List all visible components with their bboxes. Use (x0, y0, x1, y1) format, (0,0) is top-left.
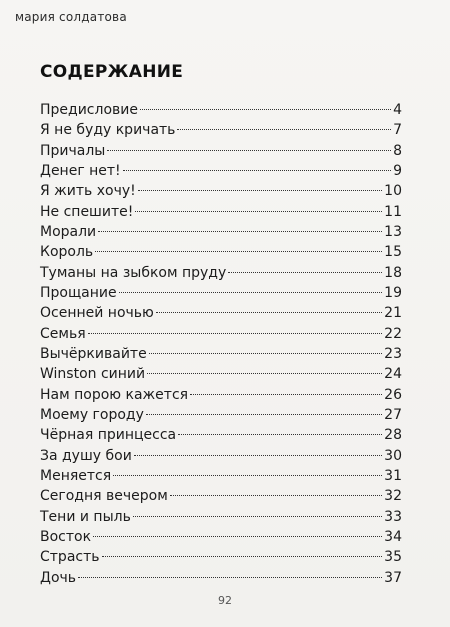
toc-entry (40, 486, 402, 506)
dot-leader (178, 434, 382, 435)
toc-entry (40, 466, 402, 486)
toc-entry-title: Сегодня вечером (40, 488, 168, 505)
toc-entry-page: 8 (393, 142, 402, 159)
toc-entry-page: 4 (393, 102, 402, 118)
toc-entry-title: Чёрная принцесса (40, 427, 177, 444)
toc-entry-page: 26 (384, 386, 402, 403)
toc-entry (40, 568, 402, 588)
toc-entry-title: Тени и пыль (40, 508, 131, 525)
dot-leader (78, 577, 382, 578)
toc-entry-title: Восток (40, 528, 92, 545)
toc-entry (40, 425, 402, 445)
toc-entry-page: 13 (384, 223, 402, 240)
dot-leader (138, 190, 382, 191)
toc-entry (40, 141, 402, 161)
toc-entry-page: 22 (384, 325, 402, 342)
toc-entry-title: Не спешите! (40, 203, 134, 220)
toc-entry-page: 10 (384, 183, 402, 200)
toc-entry (40, 507, 402, 527)
toc-entry-title: Денег нет! (40, 162, 121, 179)
toc-entry (40, 242, 402, 262)
toc-entry-page: 11 (384, 203, 402, 220)
toc-entry (40, 324, 402, 344)
toc-entry-page: 35 (384, 549, 402, 566)
dot-leader (95, 251, 382, 252)
toc-list (40, 100, 402, 588)
dot-leader (98, 231, 382, 232)
toc-entry (40, 405, 402, 425)
toc-entry-page: 7 (393, 122, 402, 139)
toc-entry-title: За душу бои (40, 447, 132, 464)
dot-leader (177, 129, 391, 130)
toc-entry-page: 23 (384, 345, 402, 362)
toc-entry (40, 100, 402, 120)
dot-leader (156, 312, 382, 313)
toc-entry-title: Прощание (40, 284, 117, 301)
dot-leader (123, 170, 391, 171)
dot-leader (147, 373, 382, 374)
toc-entry-page: 9 (393, 162, 402, 179)
toc-title: СОДЕРЖАНИЕ (40, 62, 184, 82)
toc-entry (40, 202, 402, 222)
dot-leader (146, 414, 382, 415)
toc-entry-title: Я жить хочу! (40, 183, 136, 200)
dot-leader (119, 292, 383, 293)
toc-entry (40, 283, 402, 303)
toc-entry-page: 24 (384, 366, 402, 383)
toc-entry (40, 344, 402, 364)
dot-leader (140, 109, 391, 110)
toc-entry (40, 120, 402, 140)
toc-entry (40, 161, 402, 181)
dot-leader (135, 211, 382, 212)
dot-leader (134, 455, 382, 456)
toc-entry-title: Меняется (40, 467, 112, 484)
toc-entry-title: Морали (40, 223, 97, 240)
toc-entry-title: Король (40, 244, 94, 261)
dot-leader (190, 394, 382, 395)
toc-entry-title: Вычёркивайте (40, 345, 147, 362)
dot-leader (113, 475, 382, 476)
toc-entry-title: Семья (40, 325, 86, 342)
toc-entry-page: 18 (384, 264, 402, 281)
toc-entry (40, 527, 402, 547)
dot-leader (102, 556, 383, 557)
dot-leader (88, 333, 383, 334)
toc-entry (40, 364, 402, 384)
dot-leader (107, 150, 391, 151)
toc-entry-page: 30 (384, 447, 402, 464)
toc-entry-page: 15 (384, 244, 402, 261)
toc-entry-title: Дочь (40, 569, 77, 586)
dot-leader (228, 272, 382, 273)
toc-entry-title: Winston синий (40, 366, 146, 383)
dot-leader (93, 536, 382, 537)
dot-leader (133, 516, 382, 517)
dot-leader (149, 353, 382, 354)
toc-entry-title: Страсть (40, 549, 100, 566)
toc-entry (40, 263, 402, 283)
dot-leader (170, 495, 382, 496)
toc-entry (40, 222, 402, 242)
page-number: 92 (218, 594, 232, 607)
toc-entry-page: 34 (384, 528, 402, 545)
running-head-author: мария солдатова (15, 10, 127, 24)
toc-entry-page: 28 (384, 427, 402, 444)
toc-entry-title: Предисловие (40, 102, 138, 118)
toc-entry-title: Туманы на зыбком пруду (40, 264, 227, 281)
toc-entry-page: 27 (384, 406, 402, 423)
toc-entry-title: Моему городу (40, 406, 144, 423)
toc-entry-title: Осенней ночью (40, 305, 154, 322)
toc-entry-page: 31 (384, 467, 402, 484)
toc-entry-page: 32 (384, 488, 402, 505)
toc-entry (40, 385, 402, 405)
toc-entry (40, 547, 402, 567)
toc-entry-title: Причалы (40, 142, 106, 159)
toc-entry-page: 33 (384, 508, 402, 525)
toc-entry (40, 181, 402, 201)
toc-entry-page: 21 (384, 305, 402, 322)
toc-entry-title: Я не буду кричать (40, 122, 176, 139)
toc-entry-page: 19 (384, 284, 402, 301)
toc-entry (40, 303, 402, 323)
toc-entry (40, 446, 402, 466)
toc-entry-page: 37 (384, 569, 402, 586)
toc-entry-title: Нам порою кажется (40, 386, 189, 403)
